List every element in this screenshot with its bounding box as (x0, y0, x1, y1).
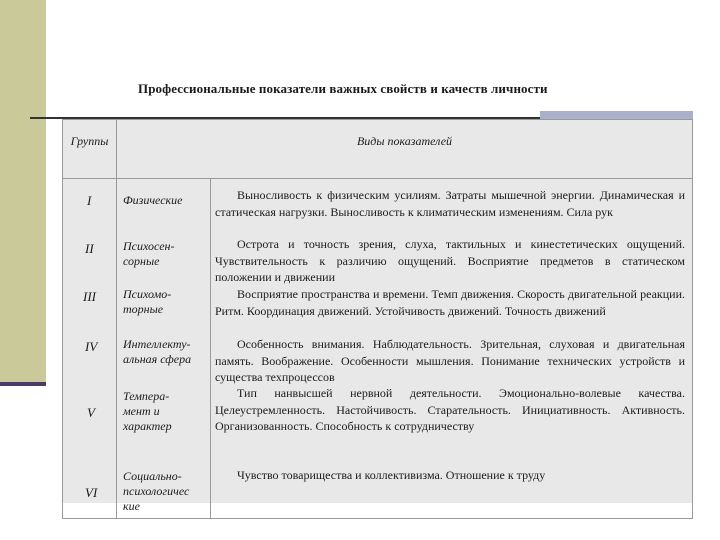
row-num: III (83, 289, 96, 304)
description-text: Острота и точность зрения, слуха, тактильных и кинестетических ощущений. Чувствительность к различию ощущений. Восприятие предметов в статическом положении и движении (215, 237, 685, 284)
description-column (211, 179, 693, 519)
row-num: I (87, 193, 92, 208)
description-text: Выносливость к физическим усилиям. Затраты мышечной энергии. Динамическая и статическая нагрузки. Выносливость к климатическим изменениям. Сила рук (215, 188, 685, 219)
group-label: Психомо-торные (123, 287, 172, 316)
group-label: Темпера-мент и характер (123, 389, 172, 433)
group-label: Физические (123, 193, 183, 207)
description-text: Восприятие пространства и времени. Темп движения. Скорость двигательной реакции. Ритм. Координация движений. Устойчивость движений. Точность движений (215, 287, 685, 318)
side-decor-line (0, 382, 46, 386)
row-num: II (85, 241, 94, 256)
indicators-table (62, 119, 692, 513)
header-groups: Группы (63, 120, 117, 179)
group-column (117, 179, 211, 519)
header-indicators: Виды показателей (117, 120, 693, 179)
description-text: Тип нанвысшей нервной деятельности. Эмоционально-волевые качества. Целеустремленность. Настойчивость. Старательность. Инициативность. Активность. Организованность. Способность к сотрудничеству (215, 386, 685, 433)
row-num: IV (85, 339, 98, 354)
group-label: Интеллекту-альная сфера (123, 337, 192, 366)
group-label: Психосен-сорные (123, 239, 175, 268)
group-label: Социально-психологичес кие (123, 469, 190, 513)
row-num: V (87, 405, 95, 420)
num-column (63, 179, 117, 519)
row-num: VI (85, 485, 98, 500)
description-text: Чувство товарищества и коллективизма. Отношение к труду (237, 468, 546, 482)
description-text: Особенность внимания. Наблюдательность. Зрительная, слуховая и двигательная память. Воображение. Особенности мышления. Понимание технических устройств и существа техпроцессов (215, 337, 685, 384)
side-decor-bar (0, 0, 46, 384)
page-title: Профессиональные показатели важных свойств и качеств личности (138, 81, 548, 96)
